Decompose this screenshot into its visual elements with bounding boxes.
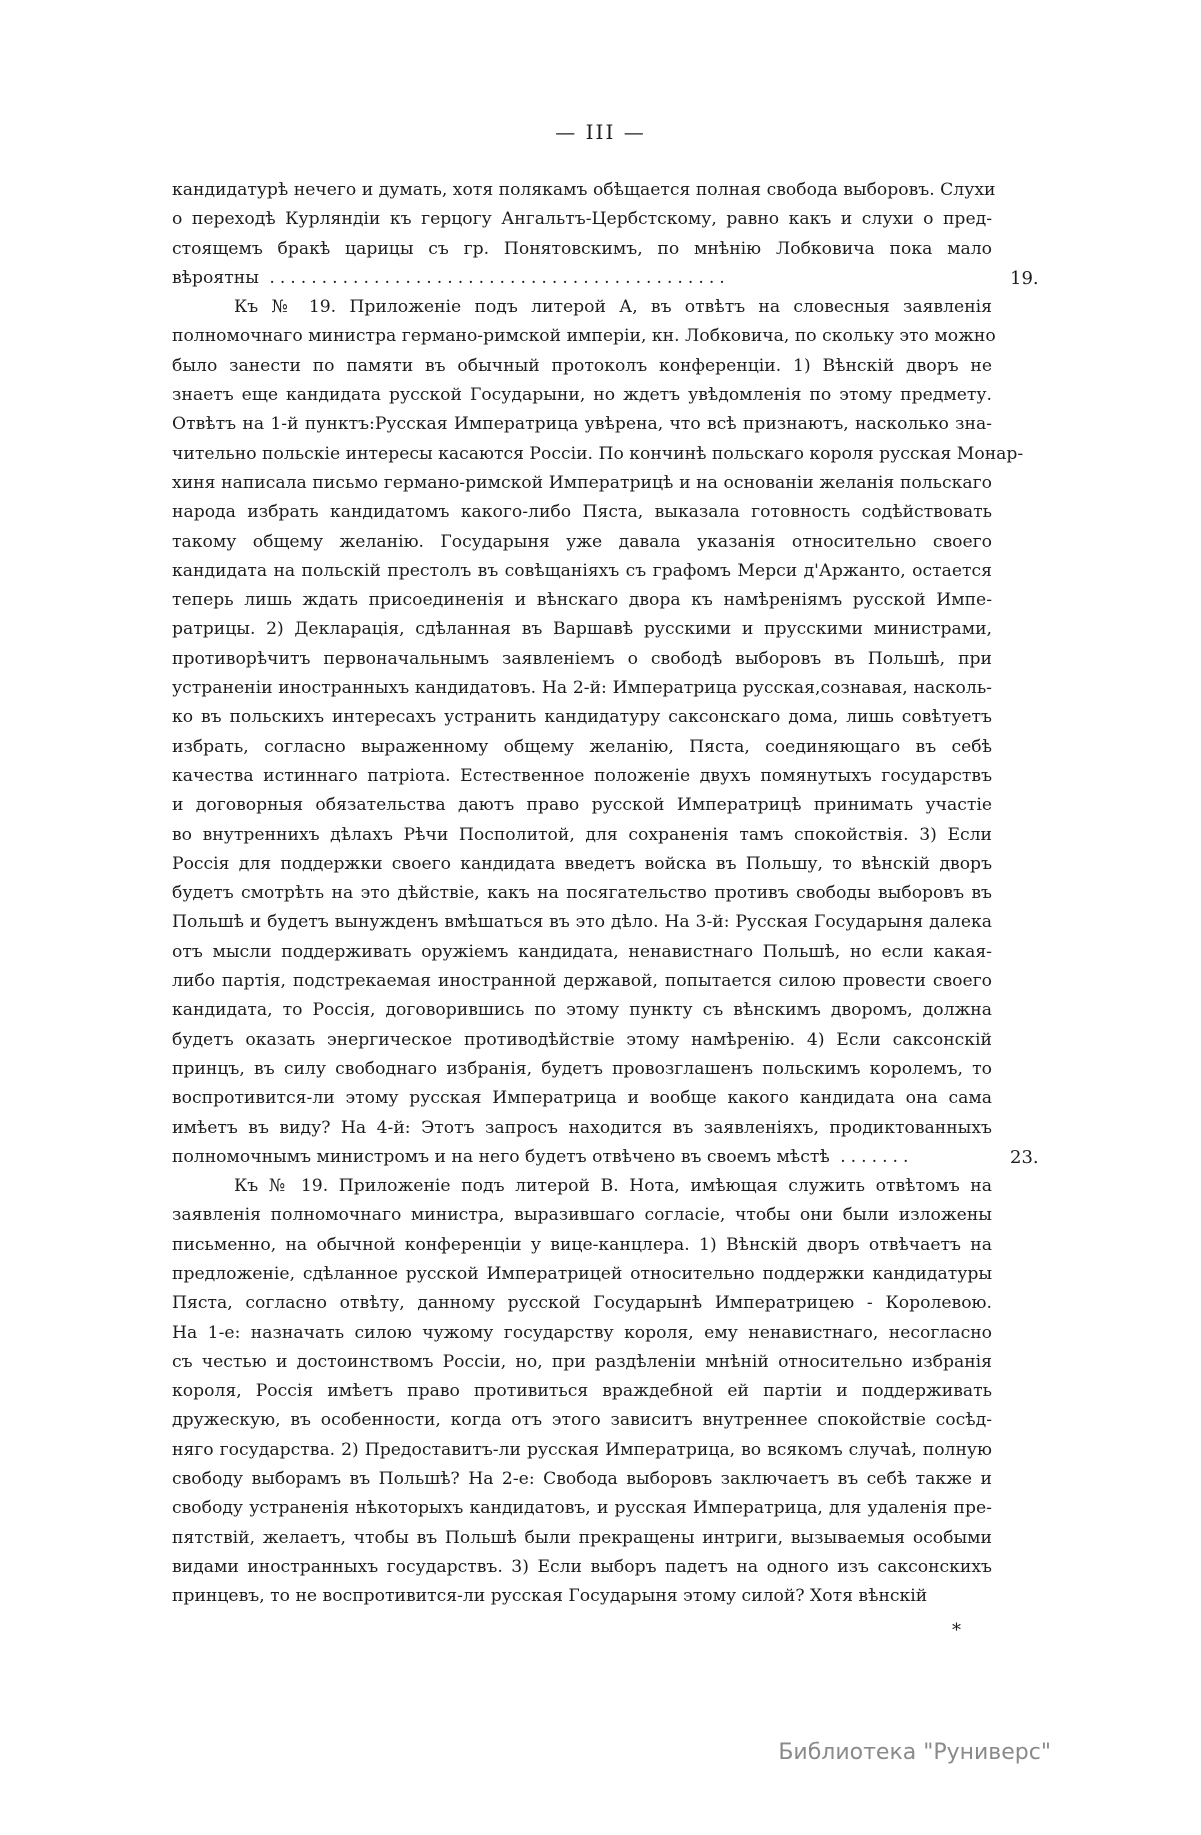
line-text: избрать, согласно выраженному общему желанію, Пяста, соединяющаго въ себѣ xyxy=(172,736,992,757)
text-line xyxy=(172,1114,992,1143)
line-text: письменно, на обычной конференціи у вице-канцлера. 1) Вѣнскій дворъ отвѣчаетъ на xyxy=(172,1234,992,1255)
line-text: теперь лишь ждать присоединенія и вѣнскаго двора къ намѣреніямъ русской Импе- xyxy=(172,590,992,611)
text-line xyxy=(172,1582,992,1611)
line-text: устраненіи иностранныхъ кандидатовъ. На 2-й: Императрица русская,сознавая, насколь- xyxy=(172,678,992,699)
line-text: отъ мысли поддерживать оружіемъ кандидата, ненавистнаго Польшѣ, но если какая- xyxy=(172,941,992,962)
text-line xyxy=(172,293,992,322)
line-text: кандидата, то Россія, договорившись по этому пункту съ вѣнскимъ дворомъ, должна xyxy=(172,1000,992,1021)
text-line xyxy=(172,1436,992,1465)
line-text: ко въ польскихъ интересахъ устранить кандидатуру саксонскаго дома, лишь совѣтуетъ xyxy=(172,707,992,728)
line-text: видами иностранныхъ государствъ. 3) Если выборъ падетъ на одного изъ саксонскихъ xyxy=(172,1556,992,1577)
text-line xyxy=(172,674,992,703)
line-text: хиня написала письмо германо-римской Императрицѣ и на основаніи желанія польскаго xyxy=(172,472,992,493)
text-line xyxy=(172,381,992,410)
paragraph xyxy=(172,1172,992,1611)
text-line xyxy=(172,1143,992,1172)
text-line xyxy=(172,791,992,820)
text-line xyxy=(172,1201,992,1230)
text-line xyxy=(172,528,992,557)
line-text: На 1-е: назначать силою чужому государству короля, ему ненавистнаго, несогласно xyxy=(172,1322,992,1343)
text-line xyxy=(172,205,992,234)
text-line xyxy=(172,733,992,762)
text-line xyxy=(172,1553,992,1582)
line-text: кандидатурѣ нечего и думать, хотя полякамъ обѣщается полная свобода выборовъ. Слухи xyxy=(172,180,996,200)
line-text: Къ № 19. Приложеніе подъ литерой А, въ отвѣтъ на словесныя заявленія xyxy=(234,297,992,318)
text-line xyxy=(172,879,992,908)
line-text: полномочнымъ министромъ и на него будетъ отвѣчено въ своемъ мѣстѣ xyxy=(172,1146,830,1167)
text-line xyxy=(172,1289,992,1318)
text-line xyxy=(172,1319,992,1348)
text-line xyxy=(172,322,996,351)
dot-leader: ....... xyxy=(829,1146,914,1167)
line-text: полномочнаго министра германо-римской имперіи, кн. Лобковича, по скольку это можно xyxy=(172,326,996,347)
line-text: во внутреннихъ дѣлахъ Рѣчи Посполитой, для сохраненія тамъ спокойствія. 3) Если xyxy=(172,824,992,845)
library-watermark: Библиотека "Руниверс" xyxy=(778,1740,1051,1765)
line-text: качества истиннаго патріота. Естественное положеніе двухъ помянутыхъ государствъ xyxy=(172,765,992,786)
text-line xyxy=(172,176,996,205)
text-line xyxy=(172,645,992,674)
line-text: свободу выборамъ въ Польшѣ? На 2-е: Свобода выборовъ заключаетъ въ себѣ также и xyxy=(172,1469,992,1490)
line-text: пятствій, желаетъ, чтобы въ Польшѣ были прекращены интриги, вызываемыя особыми xyxy=(172,1527,992,1548)
text-line xyxy=(172,469,992,498)
line-text: Пяста, согласно отвѣту, данному русской Государынѣ Императрицею - Королевою. xyxy=(172,1293,992,1314)
line-text: свободу устраненія нѣкоторыхъ кандидатовъ, и русская Императрица, для удаленія пре- xyxy=(172,1498,992,1519)
text-line xyxy=(172,1084,992,1113)
reference-page-number: 23. xyxy=(1010,1146,1039,1168)
footer-asterisk: * xyxy=(952,1620,961,1641)
text-line xyxy=(172,1494,992,1523)
text-line xyxy=(172,1172,992,1201)
text-line xyxy=(172,996,992,1025)
text-line xyxy=(172,1231,992,1260)
text-line xyxy=(172,235,992,264)
text-line xyxy=(172,850,992,879)
text-line xyxy=(172,762,992,791)
line-text: будетъ оказать энергическое противодѣйствіе этому намѣренію. 4) Если саксонскій xyxy=(172,1029,992,1050)
text-line xyxy=(172,1026,992,1055)
text-line xyxy=(172,967,992,996)
line-text: вѣроятны xyxy=(172,267,259,288)
text-line xyxy=(172,1055,992,1084)
text-line xyxy=(172,557,992,586)
text-line xyxy=(172,908,992,937)
text-line xyxy=(172,1260,992,1289)
line-text: такому общему желанію. Государыня уже давала указанія относительно своего xyxy=(172,531,992,552)
page-number: — III — xyxy=(555,120,646,144)
text-line xyxy=(172,410,992,439)
line-text: и договорныя обязательства даютъ право русской Императрицѣ принимать участіе xyxy=(172,795,992,816)
text-line xyxy=(172,1524,992,1553)
line-text: было занести по памяти въ обычный протоколъ конференціи. 1) Вѣнскій дворъ не xyxy=(172,355,992,376)
line-text: о переходѣ Курляндіи къ герцогу Ангальтъ-Цербстскому, равно какъ и слухи о пред- xyxy=(172,209,992,230)
paragraph xyxy=(172,293,1024,1172)
text-line xyxy=(172,352,992,381)
text-body xyxy=(172,176,1024,1612)
text-line xyxy=(172,1348,992,1377)
line-text: кандидата на польскій престолъ въ совѣщаніяхъ съ графомъ Мерси д'Аржанто, остается xyxy=(172,560,992,581)
text-line xyxy=(172,821,992,850)
text-line xyxy=(172,703,992,732)
text-line xyxy=(172,938,992,967)
line-text: заявленія полномочнаго министра, выразившаго согласіе, чтобы они были изложены xyxy=(172,1205,992,1226)
line-text: принцевъ, то не воспротивится-ли русская Государыня этому силой? Хотя вѣнскій xyxy=(172,1586,928,1607)
line-text: предложеніе, сдѣланное русской Императрицей относительно поддержки кандидатуры xyxy=(172,1263,992,1284)
line-text: будетъ смотрѣть на это дѣйствіе, какъ на посягательство противъ свободы выборовъ въ xyxy=(172,883,992,904)
line-text: Къ № 19. Приложеніе подъ литерой В. Нота, имѣющая служить отвѣтомъ на xyxy=(234,1176,992,1197)
text-line xyxy=(172,264,992,293)
line-text: стоящемъ бракѣ царицы съ гр. Понятовскимъ, по мнѣнію Лобковича пока мало xyxy=(172,238,992,259)
text-line xyxy=(172,615,992,644)
line-text: знаетъ еще кандидата русской Государыни, но ждетъ увѣдомленія по этому предмету. xyxy=(172,385,992,406)
dot-leader: ............................................ xyxy=(258,267,730,288)
paragraph xyxy=(172,176,996,293)
line-text: принцъ, въ силу свободнаго избранія, будетъ провозглашенъ польскимъ королемъ, то xyxy=(172,1058,992,1079)
text-line xyxy=(172,440,1024,469)
line-text: няго государства. 2) Предоставитъ-ли русская Императрица, во всякомъ случаѣ, полную xyxy=(172,1439,992,1460)
line-text: Отвѣтъ на 1-й пунктъ:Русская Императрица увѣрена, что всѣ признаютъ, насколько зна- xyxy=(172,414,992,435)
line-text: съ честью и достоинствомъ Россіи, но, при раздѣленіи мнѣній относительно избранія xyxy=(172,1351,992,1372)
reference-page-number: 19. xyxy=(1010,267,1039,289)
text-line xyxy=(172,498,992,527)
line-text: имѣетъ въ виду? На 4-й: Этотъ запросъ находится въ заявленіяхъ, продиктованныхъ xyxy=(172,1117,992,1138)
text-line xyxy=(172,1377,992,1406)
text-line xyxy=(172,586,992,615)
line-text: либо партія, подстрекаемая иностранной державой, попытается силою провести своего xyxy=(172,971,992,992)
line-text: воспротивится-ли этому русская Императрица и вообще какого кандидата она сама xyxy=(172,1088,992,1109)
line-text: Россія для поддержки своего кандидата введетъ войска въ Польшу, то вѣнскій дворъ xyxy=(172,853,992,874)
line-text: короля, Россія имѣетъ право противиться враждебной ей партіи и поддерживать xyxy=(172,1381,992,1402)
text-line xyxy=(172,1465,992,1494)
line-text: народа избрать кандидатомъ какого-либо Пяста, выказала готовность содѣйствовать xyxy=(172,502,992,523)
line-text: чительно польскіе интересы касаются Россіи. По кончинѣ польскаго короля русская Монар- xyxy=(172,443,1024,464)
line-text: противорѣчитъ первоначальнымъ заявленіемъ о свободѣ выборовъ въ Польшѣ, при xyxy=(172,648,992,669)
text-line xyxy=(172,1406,992,1435)
line-text: Польшѣ и будетъ вынужденъ вмѣшаться въ это дѣло. На 3-й: Русская Государыня далека xyxy=(172,912,992,933)
line-text: ратрицы. 2) Декларація, сдѣланная въ Варшавѣ русскими и прусскими министрами, xyxy=(172,619,992,640)
line-text: дружескую, въ особенности, когда отъ этого зависитъ внутреннее спокойствіе сосѣд- xyxy=(172,1410,992,1431)
